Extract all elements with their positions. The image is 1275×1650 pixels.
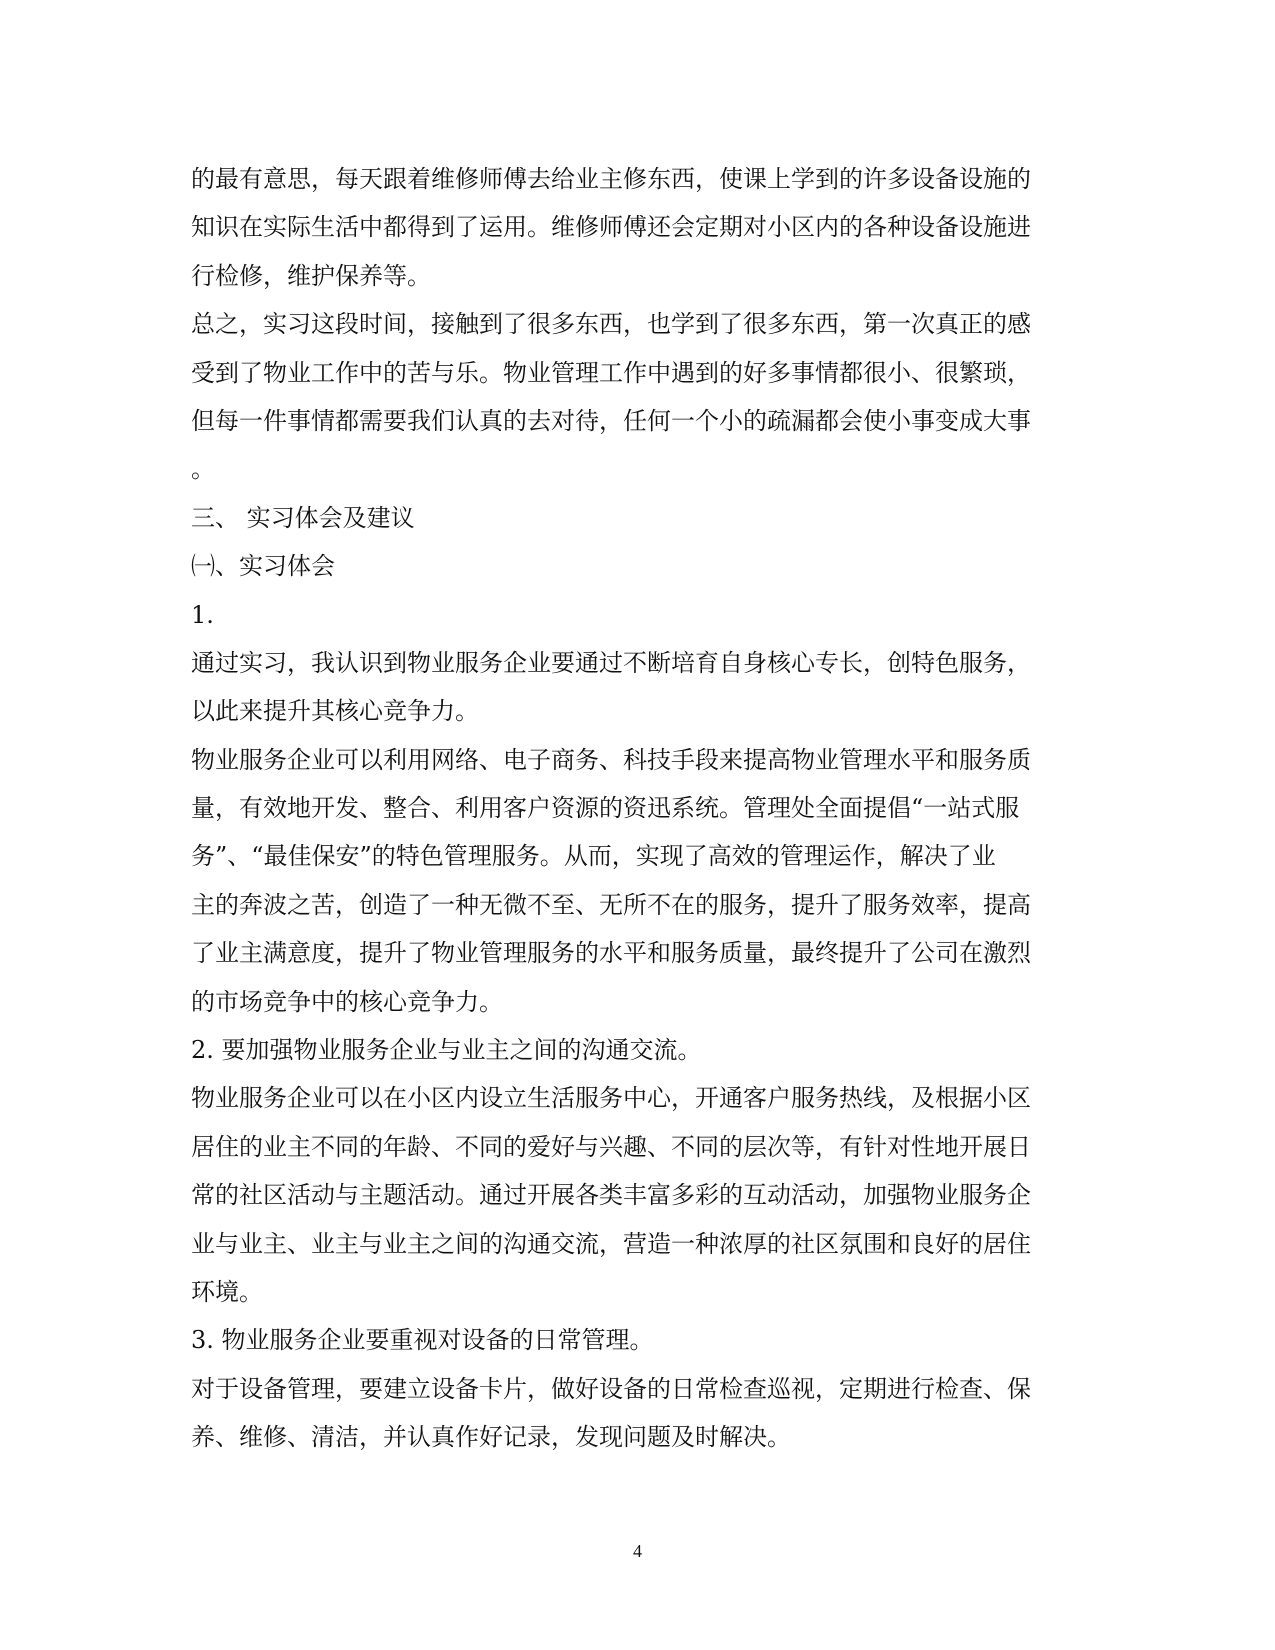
page-number: 4 [633, 1541, 642, 1561]
text-line: 总之，实习这段时间，接触到了很多东西，也学到了很多东西，第一次真正的感 [191, 310, 1031, 339]
text-line: 知识在实际生活中都得到了运用。维修师傅还会定期对小区内的各种设备设施进 [191, 213, 1031, 242]
subsection-heading: ㈠、实习体会 [191, 552, 335, 581]
text-line: 通过实习，我认识到物业服务企业要通过不断培育自身核心专长，创特色服务， [191, 648, 1031, 677]
text-line: 务”、“最佳保安”的特色管理服务。从而，实现了高效的管理运作，解决了业 [191, 842, 996, 871]
text-line: 了业主满意度，提升了物业管理服务的水平和服务质量，最终提升了公司在激烈 [191, 939, 1031, 968]
text-line: 对于设备管理，要建立设备卡片，做好设备的日常检查巡视，定期进行检查、保 [191, 1374, 1031, 1403]
list-item-heading: 3. 物业服务企业要重视对设备的日常管理。 [191, 1326, 654, 1355]
text-line: 行检修，维护保养等。 [191, 261, 431, 290]
text-line: 常的社区活动与主题活动。通过开展各类丰富多彩的互动活动，加强物业服务企 [191, 1181, 1031, 1210]
section-heading: 三、 实习体会及建议 [191, 503, 415, 532]
text-line: 的市场竞争中的核心竞争力。 [191, 987, 503, 1016]
text-line: 受到了物业工作中的苦与乐。物业管理工作中遇到的好多事情都很小、很繁琐， [191, 358, 1031, 387]
text-line: 的最有意思，每天跟着维修师傅去给业主修东西，使课上学到的许多设备设施的 [191, 165, 1031, 193]
text-line: 以此来提升其核心竞争力。 [191, 697, 479, 726]
text-line: 主的奔波之苦，创造了一种无微不至、无所不在的服务，提升了服务效率，提高 [191, 890, 1031, 919]
text-line: 量，有效地开发、整合、利用客户资源的资迅系统。管理处全面提倡“一站式服 [191, 794, 1020, 823]
text-line: 养、维修、清洁，并认真作好记录，发现问题及时解决。 [191, 1423, 791, 1452]
list-item-heading: 2. 要加强物业服务企业与业主之间的沟通交流。 [191, 1036, 702, 1065]
text-line: 。 [191, 455, 215, 484]
list-number: 1. [191, 600, 214, 629]
text-line: 物业服务企业可以在小区内设立生活服务中心，开通客户服务热线，及根据小区 [191, 1084, 1031, 1113]
document-body [191, 155, 1081, 1462]
text-line: 物业服务企业可以利用网络、电子商务、科技手段来提高物业管理水平和服务质 [191, 745, 1031, 774]
text-line: 环境。 [191, 1277, 263, 1306]
text-line: 但每一件事情都需要我们认真的去对待，任何一个小的疏漏都会使小事变成大事 [191, 406, 1031, 435]
text-line: 居住的业主不同的年龄、不同的爱好与兴趣、不同的层次等，有针对性地开展日 [191, 1132, 1031, 1161]
text-line: 业与业主、业主与业主之间的沟通交流，营造一种浓厚的社区氛围和良好的居住 [191, 1229, 1031, 1258]
